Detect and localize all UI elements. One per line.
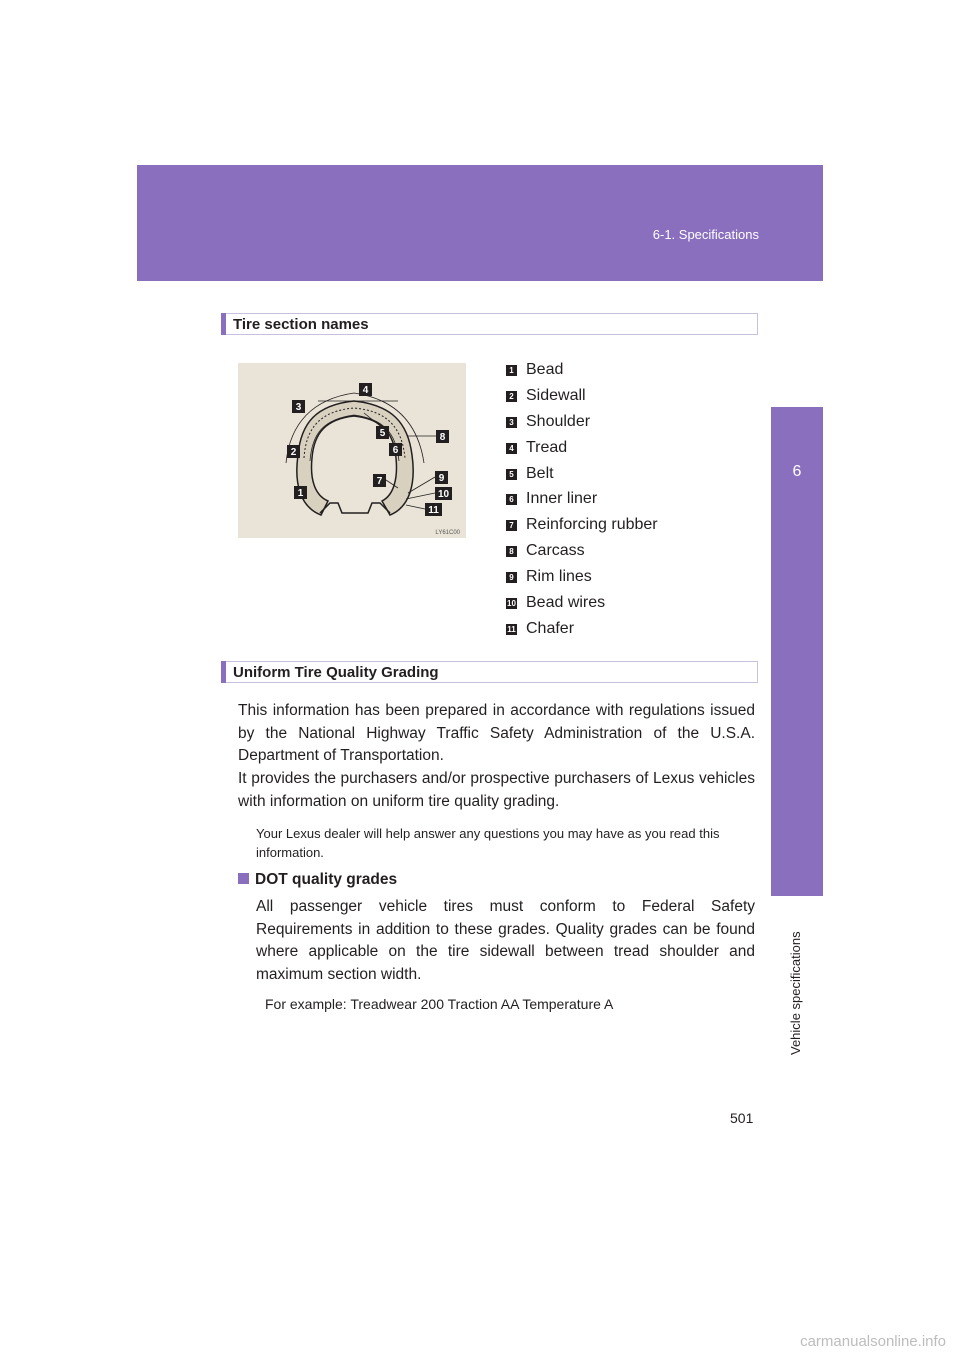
- legend-number: 5: [506, 469, 517, 480]
- legend-number: 2: [506, 391, 517, 402]
- chapter-label: Vehicle specifications: [788, 931, 803, 1055]
- legend-number: 11: [507, 624, 516, 634]
- svg-text:9: 9: [438, 473, 445, 484]
- heading-bar: [221, 313, 226, 335]
- legend-number: 9: [506, 572, 517, 583]
- header-band: [137, 165, 823, 281]
- utqg-paragraph-2: It provides the purchasers and/or prospective purchasers of Lexus vehicles with information on uniform tire quality grading.: [238, 770, 755, 810]
- chapter-number: 6: [792, 463, 802, 480]
- page-number: 501: [730, 1110, 754, 1126]
- legend-label: Shoulder: [526, 412, 591, 430]
- svg-text:3: 3: [295, 402, 302, 413]
- figure-code: LY61C00: [435, 530, 460, 536]
- legend-label: Tread: [526, 438, 568, 456]
- svg-text:4: 4: [362, 385, 369, 396]
- watermark: carmanualsonline.info: [800, 1333, 946, 1350]
- section-title: 6-1. Specifications: [652, 227, 759, 242]
- svg-text:8: 8: [439, 432, 446, 443]
- legend-number: 3: [506, 417, 517, 428]
- grade-example: For example: Treadwear 200 Traction AA Temperature A: [265, 996, 614, 1012]
- svg-text:6: 6: [392, 445, 399, 456]
- section-heading-utqg: [221, 661, 758, 683]
- heading-text: Uniform Tire Quality Grading: [233, 664, 439, 681]
- svg-text:5: 5: [379, 428, 386, 439]
- heading-text: Tire section names: [233, 316, 369, 333]
- legend-label: Belt: [526, 464, 554, 482]
- legend-number: 8: [506, 546, 517, 557]
- legend-label: Bead: [526, 361, 564, 378]
- svg-text:11: 11: [428, 505, 439, 516]
- svg-text:1: 1: [297, 488, 304, 499]
- legend-label: Sidewall: [526, 386, 586, 404]
- svg-text:10: 10: [437, 489, 450, 500]
- legend-label: Reinforcing rubber: [526, 516, 658, 534]
- heading-bar: [221, 661, 226, 683]
- legend-number: 10: [507, 599, 516, 609]
- square-bullet-icon: [238, 873, 249, 884]
- dot-heading: [238, 871, 397, 889]
- legend-number: 7: [506, 520, 517, 531]
- tire-section-diagram: [238, 363, 466, 538]
- legend-label: Bead wires: [526, 594, 606, 612]
- legend-number: 1: [506, 365, 517, 376]
- utqg-paragraph-1: This information has been prepared in accordance with regulations issued by the National Highway Traffic Safety Administration of the U.S.A. Department of Transportation.: [238, 702, 755, 764]
- tire-diagram-svg: [238, 363, 466, 538]
- legend-number: 6: [506, 494, 517, 505]
- dot-paragraph: All passenger vehicle tires must conform to Federal Safety Requirements in addition to these grades. Quality grades can be found where applicable on the tire sidewall between tread shoulder and maximum section width.: [256, 898, 755, 983]
- dot-heading-text: DOT quality grades: [255, 871, 398, 888]
- legend-label: Inner liner: [526, 490, 598, 508]
- legend-number: 4: [506, 443, 517, 454]
- chapter-label-container: [786, 910, 806, 1060]
- legend-label: Chafer: [526, 619, 575, 637]
- svg-text:7: 7: [376, 476, 383, 487]
- legend-label: Rim lines: [526, 568, 592, 586]
- chapter-tab: [771, 407, 823, 896]
- dealer-note: Your Lexus dealer will help answer any questions you may have as you read this information.: [256, 826, 720, 860]
- legend-label: Carcass: [526, 542, 585, 560]
- svg-text:2: 2: [290, 447, 297, 458]
- section-heading-tire-names: [221, 313, 758, 335]
